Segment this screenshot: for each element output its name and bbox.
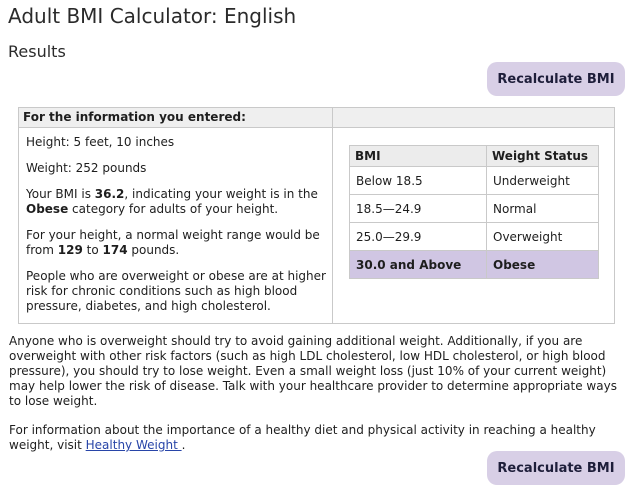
- table-cell-status: Obese: [487, 251, 599, 279]
- table-row: [350, 223, 599, 251]
- range-to: to: [82, 243, 103, 257]
- table-row: [350, 167, 599, 195]
- table-cell-bmi: 30.0 and Above: [350, 251, 487, 279]
- range-low: 129: [57, 243, 83, 257]
- table-row-highlighted: [350, 251, 599, 279]
- recalculate-bmi-button-bottom[interactable]: Recalculate BMI: [487, 451, 625, 485]
- bmi-prefix: Your BMI is: [26, 187, 95, 201]
- range-prefix: For your height, a normal weight range would be from: [26, 228, 320, 257]
- column-divider: [332, 108, 333, 323]
- healthy-weight-info: [9, 423, 629, 453]
- results-info-box: [18, 107, 615, 324]
- bmi-value: 36.2: [94, 187, 125, 201]
- table-cell-bmi: 25.0—29.9: [350, 223, 487, 251]
- risk-text: People who are overweight or obese are at higher risk for chronic conditions such as high blood pressure, diabetes, and high cholesterol.: [26, 269, 326, 313]
- info-link-prefix: For information about the importance of a healthy diet and physical activity in reaching a healthy weight, visit: [9, 423, 596, 452]
- bmi-category-table: [349, 145, 599, 279]
- table-cell-status: Normal: [487, 195, 599, 223]
- info-header-bar: [19, 108, 614, 128]
- table-cell-status: Underweight: [487, 167, 599, 195]
- info-header-label: For the information you entered:: [23, 110, 246, 124]
- table-cell-status: Overweight: [487, 223, 599, 251]
- table-row: [350, 195, 599, 223]
- normal-range-text: [26, 228, 326, 258]
- bmi-category: Obese: [26, 202, 69, 216]
- table-header-bmi: BMI: [350, 146, 487, 167]
- table-cell-bmi: 18.5—24.9: [350, 195, 487, 223]
- table-header-weight-status: Weight Status: [487, 146, 599, 167]
- section-title: Results: [8, 42, 66, 61]
- page-title: Adult BMI Calculator: English: [8, 4, 297, 28]
- table-cell-bmi: Below 18.5: [350, 167, 487, 195]
- info-link-suffix: .: [181, 438, 186, 452]
- table-header-row: [350, 146, 599, 167]
- height-entry: Height: 5 feet, 10 inches: [26, 135, 175, 149]
- results-summary: [26, 135, 326, 325]
- range-suffix: pounds.: [127, 243, 180, 257]
- range-high: 174: [102, 243, 128, 257]
- bmi-result-text: [26, 187, 326, 217]
- bmi-suffix: category for adults of your height.: [68, 202, 279, 216]
- weight-entry: Weight: 252 pounds: [26, 161, 147, 175]
- healthy-weight-link[interactable]: Healthy Weight: [85, 438, 182, 452]
- advice-section: [9, 334, 629, 467]
- bmi-middle: , indicating your weight is in the: [124, 187, 318, 201]
- recalculate-bmi-button-top[interactable]: Recalculate BMI: [487, 62, 625, 96]
- weight-advice-text: Anyone who is overweight should try to avoid gaining additional weight. Additionally, if you are overweight with other risk factors (such as high LDL cholesterol, low HDL cholesterol, or high blood pressure), you should try to lose weight. Even a small weight loss (just 10% of your current weight) may help lower the risk of disease. Talk with your healthcare provider to determine appropriate ways to lose weight.: [9, 334, 617, 408]
